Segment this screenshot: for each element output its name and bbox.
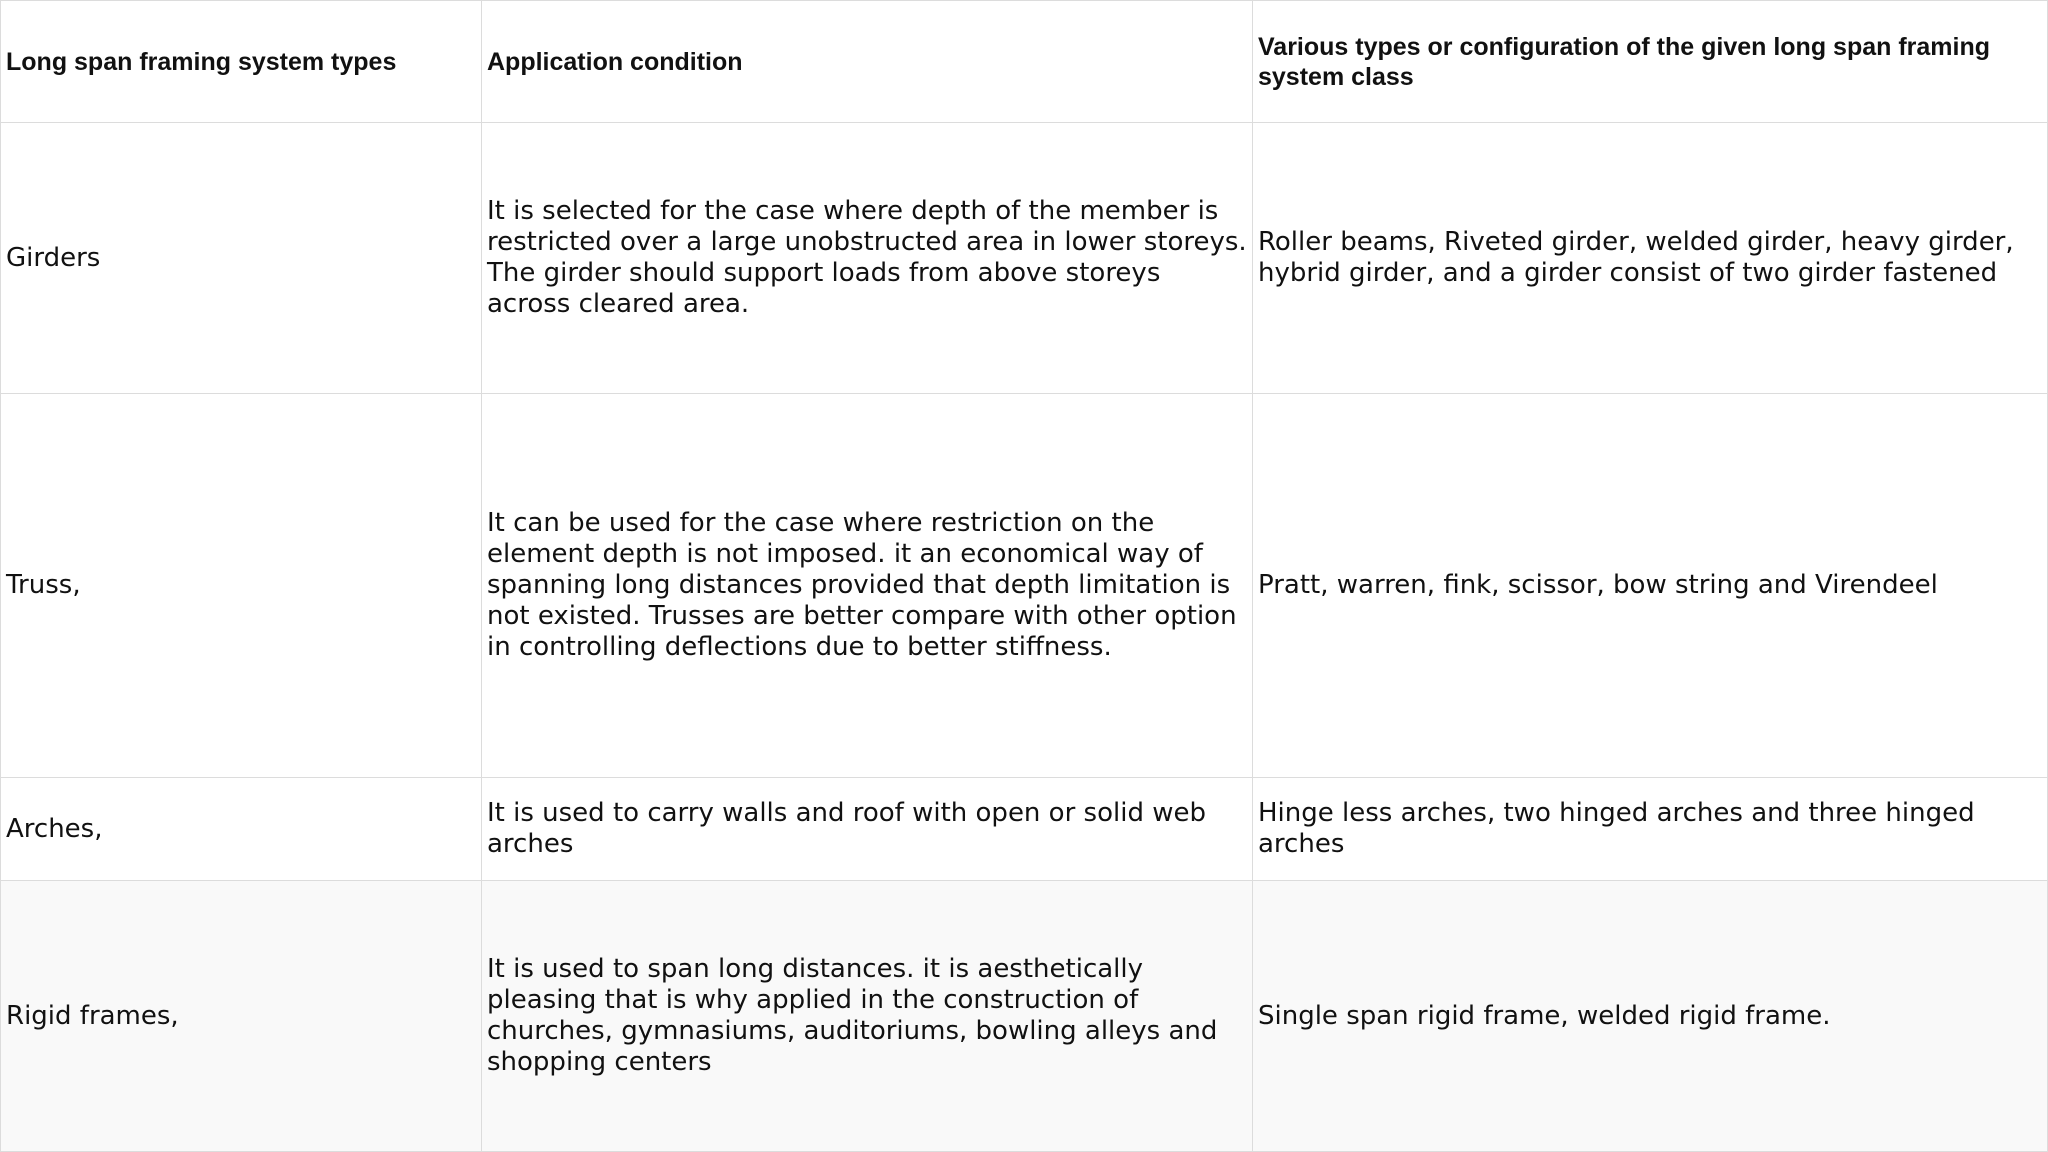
cell-type-truss [0,394,482,778]
header-application-condition-text: Application condition [487,47,743,76]
header-system-types-text: Long span framing system types [6,47,397,76]
header-configurations-text: Various types or configuration of the given long span framing system class [1258,32,1991,91]
cell-text: It is selected for the case where depth of the member is restricted over a large unobstructed area in lower storeys. The girder should support loads from above storeys across cleared area. [487,196,1247,319]
cell-text: Arches, [6,813,103,844]
cell-text: Truss, [6,570,81,600]
cell-text: It is used to carry walls and roof with open or solid web arches [487,798,1206,859]
cell-text: Rigid frames, [6,1000,179,1031]
header-configurations [1253,0,2048,123]
cell-text: Girders [6,242,101,273]
header-application-condition [482,0,1253,123]
cell-type-arches [0,778,482,881]
header-system-types [0,0,482,123]
cell-text: Roller beams, Riveted girder, welded girder, heavy girder, hybrid girder, and a girder consist of two girder fastened [1258,227,2014,288]
cell-type-rigid-frames [0,881,482,1152]
cell-configurations-girders [1253,123,2048,394]
cell-configurations-rigid-frames [1253,881,2048,1152]
cell-text: It is used to span long distances. it is aesthetically pleasing that is why applied in the construction of churches, gymnasiums, auditoriums, bowling alleys and shopping centers [487,954,1218,1077]
cell-application-rigid-frames [482,881,1253,1152]
cell-type-girders [0,123,482,394]
cell-text: It can be used for the case where restriction on the element depth is not imposed. it an economical way of spanning long distances provided that depth limitation is not existed. Trusses are better compare with other option in controlling deflections due to better stiffness. [487,508,1237,662]
cell-configurations-truss [1253,394,2048,778]
cell-text: Hinge less arches, two hinged arches and three hinged arches [1258,798,1975,859]
cell-text: Single span rigid frame, welded rigid frame. [1258,1000,1831,1031]
cell-application-arches [482,778,1253,881]
cell-application-truss [482,394,1253,778]
cell-text: Pratt, warren, fink, scissor, bow string and Virendeel [1258,570,1938,600]
cell-configurations-arches [1253,778,2048,881]
cell-application-girders [482,123,1253,394]
